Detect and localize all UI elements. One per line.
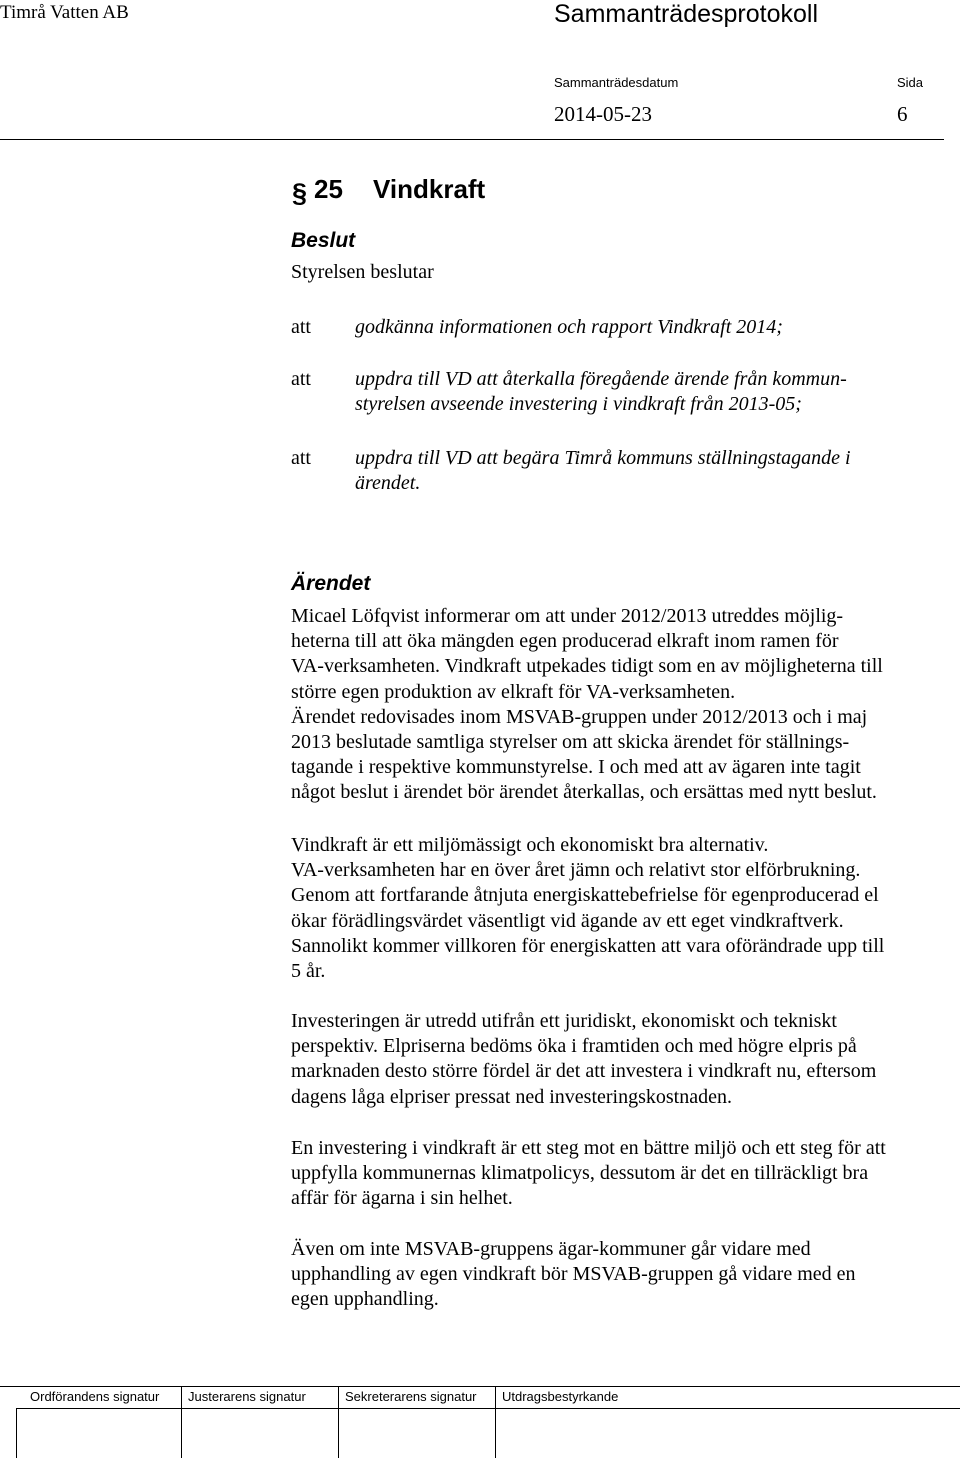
meeting-date-label: Sammanträdesdatum (554, 75, 679, 90)
matter-paragraph: Även om inte MSVAB-gruppens ägar-kommuner går vidare med upphandling av egen vindkraft bör MSVAB-gruppen gå vidare med en egen upphandling. (291, 1238, 856, 1311)
extract-certification-label: Utdragsbestyrkande (502, 1389, 619, 1404)
document-type-title: Sammanträdesprotokoll (554, 0, 819, 28)
meeting-date: 2014-05-23 (554, 102, 652, 126)
decision-item-marker: att (291, 316, 311, 338)
matter-heading: Ärendet (291, 572, 371, 595)
signature-box-divider (181, 1386, 182, 1458)
section-title: Vindkraft (373, 174, 486, 204)
signature-box-divider (338, 1386, 339, 1458)
secretary-signature-label: Sekreterarens signatur (345, 1389, 477, 1404)
chair-signature-label: Ordförandens signatur (30, 1389, 160, 1404)
decision-item-marker: att (291, 447, 311, 469)
matter-paragraph: Investeringen är utredd utifrån ett juridiskt, ekonomiskt och tekniskt perspektiv. Elpriserna bedöms öka i framtiden och med högre elpris på marknaden desto större fördel är det att investera i vindkraft nu, eftersom dagens låga elpriser pressat ned investeringskostnaden. (291, 1010, 877, 1108)
matter-paragraph: En investering i vindkraft är ett steg mot en bättre miljö och ett steg för att uppfylla kommunernas klimatpolicys, dessutom är det en tillräckligt bra affär för ägarna i sin helhet. (291, 1137, 886, 1210)
decision-item-text: uppdra till VD att begära Timrå kommuns ställningstagande i ärendet. (355, 447, 851, 494)
footer-top-divider (0, 1386, 960, 1387)
decision-item-text: godkänna informationen och rapport Vindkraft 2014; (355, 316, 783, 338)
matter-paragraph: Micael Löfqvist informerar om att under 2012/2013 utreddes möjlig- heterna till att öka mängden egen producerad elkraft inom ramen för VA-verksamheten. Vindkraft utpekades tidigt som en av möjligheterna till större egen produktion av elkraft för VA-verksamheten. Ärendet redovisades inom MSVAB-gruppen under 2012/2013 och i maj 2013 beslutade samtliga styrelser om att skicka ärendet för ställnings- tagande i respektive kommunstyrelse. I och med att av ägaren inte tagit något beslut i ärendet bör ärendet återkallas, och ersättas med nytt beslut. (291, 605, 883, 804)
decision-intro: Styrelsen beslutar (291, 261, 434, 283)
organization-name: Timrå Vatten AB (0, 2, 129, 23)
section-number: 25 (314, 174, 343, 204)
decision-heading: Beslut (291, 229, 356, 252)
section-sign: § (292, 178, 308, 208)
signature-box-divider (16, 1408, 17, 1458)
decision-item-marker: att (291, 368, 311, 390)
page-number: 6 (897, 102, 908, 126)
footer-label-divider (16, 1408, 960, 1409)
matter-paragraph: Vindkraft är ett miljömässigt och ekonomiskt bra alternativ. VA-verksamheten har en över året jämn och relativt stor elförbrukning. Genom att fortfarande åtnjuta energiskattebefrielse för egenproducerad el ökar förädlingsvärdet väsentligt vid ägande av ett eget vindkraftverk. Sannolikt kommer villkoren för energiskatten att vara oförändrade upp till 5 år. (291, 834, 885, 983)
page-label: Sida (897, 75, 924, 90)
header-divider (0, 139, 944, 140)
adjuster-signature-label: Justerarens signatur (188, 1389, 306, 1404)
decision-item-text: uppdra till VD att återkalla föregående ärende från kommun- styrelsen avseende investering i vindkraft från 2013-05; (355, 368, 847, 415)
signature-box-divider (495, 1386, 496, 1458)
